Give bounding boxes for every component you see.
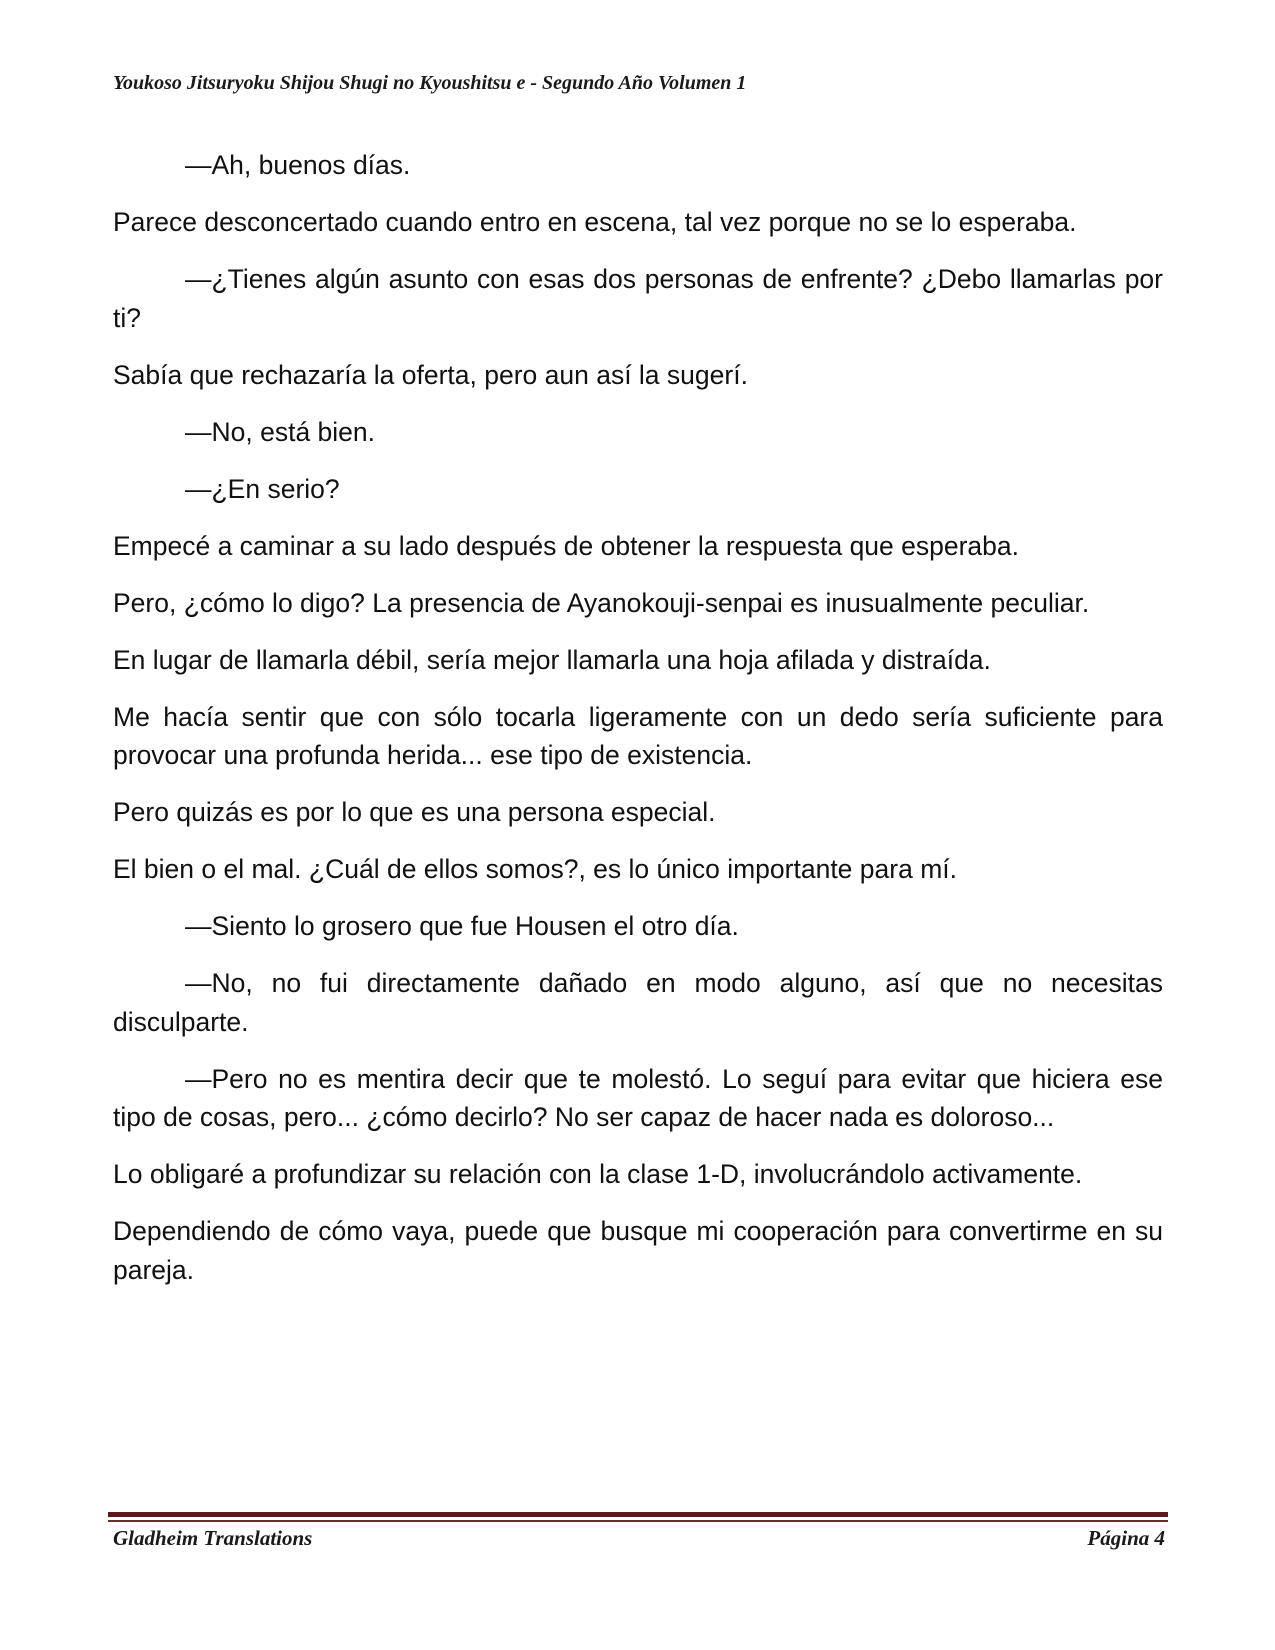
paragraph-dialogue: —Siento lo grosero que fue Housen el otro día. bbox=[185, 911, 739, 941]
footer-divider-thin bbox=[108, 1520, 1168, 1522]
paragraph-narration: En lugar de llamarla débil, sería mejor llamarla una hoja afilada y distraída. bbox=[113, 644, 991, 675]
page-header-title: Youkoso Jitsuryoku Shijou Shugi no Kyoushitsu e - Segundo Año Volumen 1 bbox=[113, 72, 747, 94]
paragraph-narration: El bien o el mal. ¿Cuál de ellos somos?, es lo único importante para mí. bbox=[113, 854, 957, 884]
paragraph-dialogue: —No, está bien. bbox=[185, 416, 376, 447]
paragraph-dialogue: —No, no fui directamente dañado en modo alguno, así que no necesitas disculparte. bbox=[113, 968, 1163, 1037]
paragraph-dialogue: —Ah, buenos días. bbox=[185, 150, 411, 180]
paragraph-narration: Dependiendo de cómo vaya, puede que busque mi cooperación para convertirme en su pareja. bbox=[113, 1216, 1163, 1285]
paragraph-narration: Me hacía sentir que con sólo tocarla ligeramente con un dedo sería suficiente para provocar una profunda herida... ese tipo de existencia. bbox=[113, 701, 1163, 770]
paragraph-narration: Lo obligaré a profundizar su relación con la clase 1-D, involucrándolo activamente. bbox=[113, 1159, 1083, 1189]
paragraph-narration: Sabía que rechazaría la oferta, pero aun así la sugerí. bbox=[113, 359, 748, 390]
paragraph-dialogue: —¿En serio? bbox=[185, 473, 340, 504]
footer-credit: Gladheim Translations bbox=[113, 1526, 313, 1550]
paragraph-dialogue: —¿Tienes algún asunto con esas dos personas de enfrente? ¿Debo llamarlas por ti? bbox=[113, 264, 1163, 333]
footer-divider-thick bbox=[108, 1512, 1168, 1517]
paragraph-narration: Pero, ¿cómo lo digo? La presencia de Ayanokouji-senpai es inusualmente peculiar. bbox=[113, 587, 1090, 618]
paragraph-narration: Parece desconcertado cuando entro en escena, tal vez porque no se lo esperaba. bbox=[113, 207, 1077, 237]
paragraph-dialogue: —Pero no es mentira decir que te molestó. Lo seguí para evitar que hiciera ese tipo de cosas, pero... ¿cómo decirlo? No ser capaz de hacer nada es doloroso... bbox=[113, 1063, 1163, 1132]
paragraph-narration: Empecé a caminar a su lado después de obtener la respuesta que esperaba. bbox=[113, 530, 1020, 561]
body-text bbox=[113, 146, 1163, 1308]
paragraph-narration: Pero quizás es por lo que es una persona especial. bbox=[113, 797, 716, 827]
page-number: Página 4 bbox=[1087, 1526, 1165, 1550]
